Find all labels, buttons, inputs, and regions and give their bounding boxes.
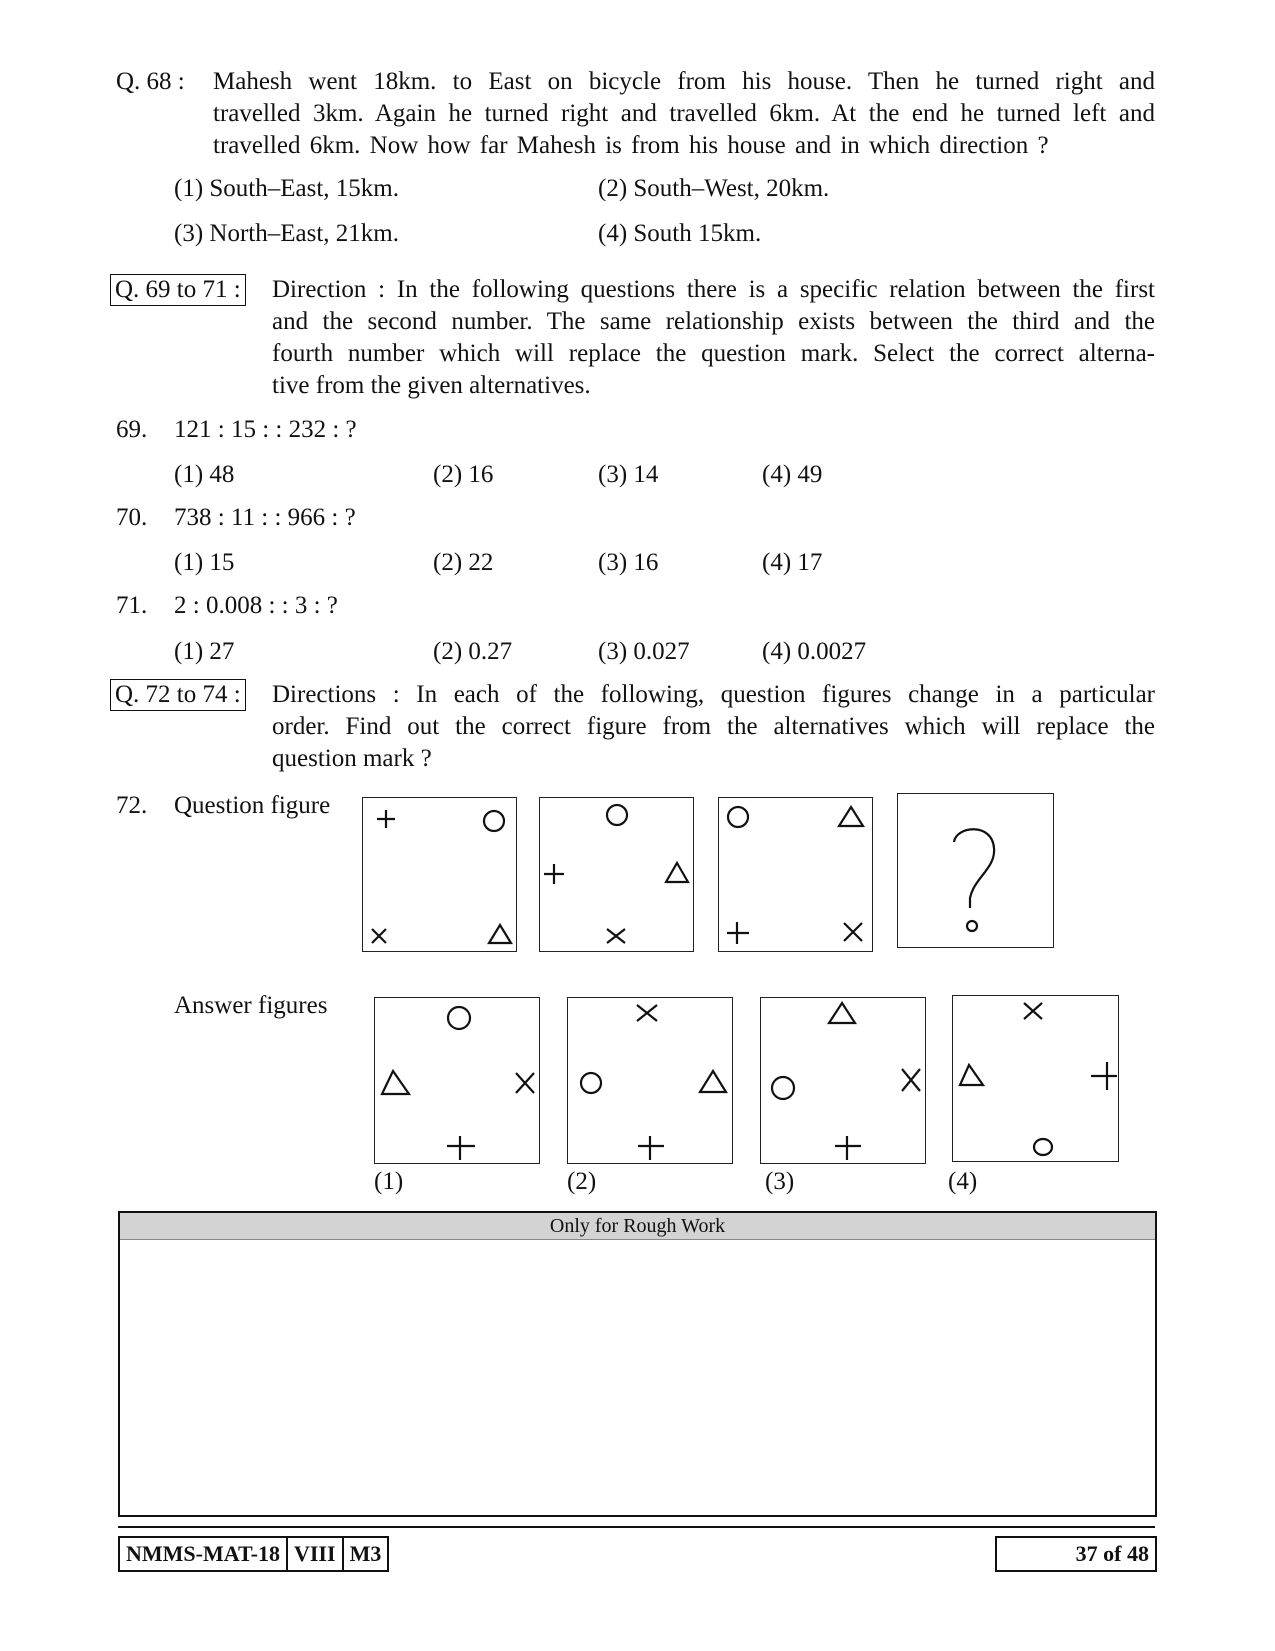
question-figure-4 [897, 793, 1054, 948]
question-figure-2 [539, 797, 694, 952]
footer-page-box [995, 1536, 1157, 1572]
cross-symbol [1021, 1000, 1045, 1022]
dir69-line-2: and the second number. The same relationship exists between the third and the [272, 308, 1155, 335]
question-figure-1 [362, 797, 517, 952]
circle-symbol [725, 804, 751, 830]
circle-symbol [445, 1004, 473, 1032]
triangle-symbol [487, 922, 513, 946]
rough-work-box [118, 1211, 1157, 1517]
q68-option-2: (2) South–West, 20km. [598, 175, 830, 202]
dir72-line-1: Directions : In each of the following, question figures change in a particular [272, 681, 1155, 708]
q71-option-4: (4) 0.0027 [762, 638, 867, 665]
q69-option-1: (1) 48 [174, 461, 235, 488]
dir72-line-3: question mark ? [272, 745, 432, 772]
q71-option-1: (1) 27 [174, 638, 235, 665]
q70-option-2: (2) 22 [433, 549, 494, 576]
dir69-line-3: fourth number which will replace the question mark. Select the correct alterna- [272, 340, 1155, 367]
cross-symbol [604, 926, 628, 946]
footer-set: M3 [342, 1538, 388, 1570]
answer-number-2: (2) [567, 1168, 597, 1195]
q70-option-1: (1) 15 [174, 549, 235, 576]
cross-symbol [899, 1066, 923, 1094]
q68-line-1: Mahesh went 18km. to East on bicycle from his house. Then he turned right and [213, 68, 1155, 95]
q68-line-2: travelled 3km. Again he turned right and travelled 6km. At the end he turned left and [213, 100, 1155, 127]
plus-symbol [542, 862, 566, 886]
cross-symbol [841, 920, 865, 944]
dir69-line-4: tive from the given alternatives. [272, 372, 591, 399]
q72-number: 72. [116, 792, 148, 819]
footer-divider [118, 1526, 1155, 1528]
plus-symbol [833, 1134, 863, 1162]
q69-option-2: (2) 16 [433, 461, 494, 488]
answer-figure-4 [952, 995, 1119, 1162]
question-mark-symbol [946, 822, 1006, 937]
answer-figure-3 [760, 997, 926, 1164]
cross-symbol [369, 926, 389, 946]
answer-number-4: (4) [948, 1168, 978, 1195]
q72-question-figure-label: Question figure [174, 792, 331, 819]
dir69-line-1: Direction : In the following questions there is a specific relation between the first [272, 276, 1155, 303]
q71-option-2: (2) 0.27 [433, 638, 513, 665]
plus-symbol [725, 920, 751, 946]
q70-option-4: (4) 17 [762, 549, 823, 576]
circle-symbol [1031, 1136, 1055, 1158]
q70-number: 70. [116, 504, 148, 531]
triangle-symbol [957, 1062, 987, 1090]
plus-symbol [636, 1134, 666, 1162]
q72-answer-figures-label: Answer figures [174, 992, 328, 1019]
dir72-line-2: order. Find out the correct figure from the alternatives which will replace the [272, 713, 1155, 740]
q69-number: 69. [116, 416, 148, 443]
triangle-symbol [698, 1068, 728, 1096]
q71-option-3: (3) 0.027 [598, 638, 690, 665]
triangle-symbol [827, 1000, 857, 1026]
footer-code-box [118, 1536, 389, 1572]
cross-symbol [513, 1070, 537, 1096]
answer-figure-2 [567, 997, 733, 1164]
q68-option-4: (4) South 15km. [598, 220, 762, 247]
q71-question: 2 : 0.008 : : 3 : ? [174, 592, 338, 619]
q69-71-label-box: Q. 69 to 71 : [110, 274, 246, 306]
circle-symbol [769, 1074, 797, 1102]
q68-option-1: (1) South–East, 15km. [174, 175, 399, 202]
answer-figure-1 [374, 997, 540, 1164]
q69-question: 121 : 15 : : 232 : ? [174, 416, 357, 443]
rough-work-header: Only for Rough Work [120, 1213, 1155, 1240]
circle-symbol [604, 802, 630, 828]
q68-option-3: (3) North–East, 21km. [174, 220, 399, 247]
question-figure-3 [718, 797, 873, 952]
plus-symbol [1089, 1060, 1119, 1092]
triangle-symbol [379, 1068, 413, 1098]
q71-number: 71. [116, 592, 148, 619]
footer-class: VIII [286, 1538, 342, 1570]
q69-option-4: (4) 49 [762, 461, 823, 488]
footer-page-number: 37 of 48 [1075, 1541, 1149, 1566]
q70-question: 738 : 11 : : 966 : ? [174, 504, 356, 531]
circle-symbol [578, 1070, 604, 1096]
q70-option-3: (3) 16 [598, 549, 659, 576]
q68-label: Q. 68 : [116, 68, 185, 95]
triangle-symbol [664, 860, 690, 886]
answer-number-3: (3) [765, 1168, 795, 1195]
q68-line-3: travelled 6km. Now how far Mahesh is from his house and in which direction ? [213, 132, 1049, 159]
q72-74-label-box: Q. 72 to 74 : [110, 679, 246, 711]
answer-number-1: (1) [374, 1168, 404, 1195]
plus-symbol [445, 1134, 477, 1162]
q69-option-3: (3) 14 [598, 461, 659, 488]
triangle-symbol [837, 804, 865, 830]
footer-paper-code: NMMS-MAT-18 [126, 1541, 280, 1566]
circle-symbol [481, 808, 507, 834]
plus-symbol [375, 808, 397, 830]
cross-symbol [634, 1002, 660, 1024]
